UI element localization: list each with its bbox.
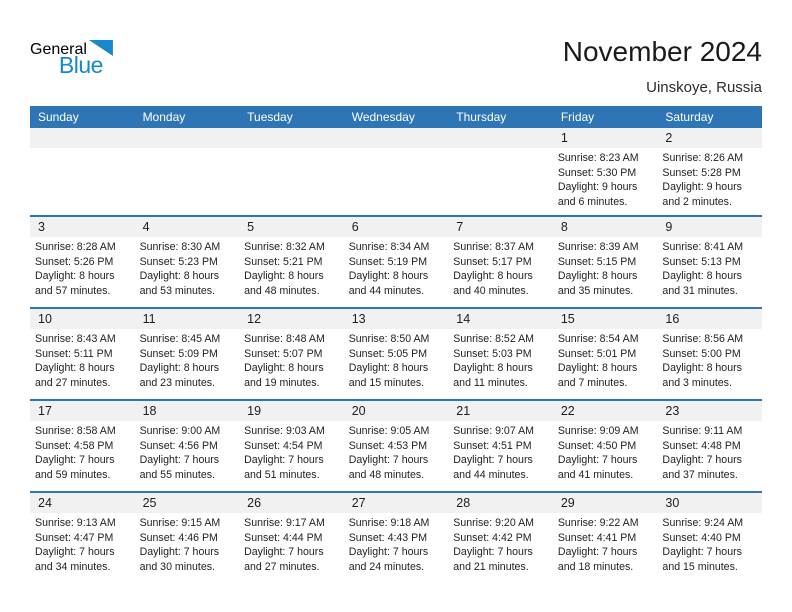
cell-text-line: Daylight: 8 hours <box>139 362 220 374</box>
cell-text-line: Daylight: 7 hours <box>662 454 742 466</box>
day-details <box>135 513 240 574</box>
day-number <box>30 128 135 148</box>
cell-text-line: Sunset: 5:05 PM <box>348 347 428 360</box>
cell-text-line: Sunrise: 9:13 AM <box>35 517 116 529</box>
cell-text-line: Daylight: 8 hours <box>557 362 638 374</box>
cell-text-line: Daylight: 8 hours <box>557 270 638 282</box>
cell-text-line: Sunrise: 8:23 AM <box>557 152 639 164</box>
day-details <box>553 237 658 298</box>
cell-text-line: Sunset: 5:23 PM <box>139 255 218 268</box>
cell-text-line: Daylight: 8 hours <box>244 362 324 374</box>
cell-text-line: Sunrise: 8:48 AM <box>244 333 325 345</box>
weekday-header-row <box>30 106 762 128</box>
cell-text-line: and 41 minutes. <box>557 468 634 481</box>
cell-text-line: and 21 minutes. <box>453 560 529 573</box>
cell-text-line: Sunset: 5:00 PM <box>662 347 741 360</box>
day-cell <box>553 493 658 583</box>
cell-text-line: and 31 minutes. <box>662 284 738 297</box>
cell-text-line: Sunrise: 8:41 AM <box>662 241 744 253</box>
cell-text-line: Daylight: 7 hours <box>453 546 533 558</box>
cell-text-line: Sunrise: 9:11 AM <box>662 425 743 437</box>
day-cell <box>553 401 658 491</box>
cell-text-line: Sunset: 4:44 PM <box>244 531 323 544</box>
cell-text-line: and 11 minutes. <box>453 376 528 389</box>
cell-text-line: and 15 minutes. <box>662 560 738 573</box>
day-cell <box>135 309 240 399</box>
cell-text-line: Sunrise: 8:58 AM <box>35 425 116 437</box>
cell-text-line: and 44 minutes. <box>453 468 529 481</box>
logo-text-general: General <box>30 41 87 58</box>
day-cell <box>344 128 449 215</box>
cell-text-line: Daylight: 7 hours <box>557 546 638 558</box>
cell-text-line: and 30 minutes. <box>139 560 215 573</box>
day-cell <box>135 401 240 491</box>
day-number: 27 <box>344 493 449 513</box>
day-cell <box>135 217 240 307</box>
cell-text-line: Sunrise: 9:03 AM <box>244 425 325 437</box>
day-cell <box>657 309 762 399</box>
cell-text-line: Sunset: 5:09 PM <box>139 347 218 360</box>
cell-text-line: and 6 minutes. <box>557 195 628 208</box>
cell-text-line: Sunrise: 9:20 AM <box>453 517 534 529</box>
logo-text-blue: Blue <box>58 52 103 78</box>
cell-text-line: and 48 minutes. <box>348 468 425 481</box>
weeks-container <box>30 128 762 583</box>
day-details <box>553 421 658 482</box>
cell-text-line: Sunset: 4:53 PM <box>348 439 428 452</box>
cell-text-line: Sunset: 4:46 PM <box>139 531 218 544</box>
day-cell <box>344 217 449 307</box>
cell-text-line: Daylight: 8 hours <box>35 270 115 282</box>
cell-text-line: and 2 minutes. <box>662 195 732 208</box>
day-cell <box>344 401 449 491</box>
cell-text-line: Daylight: 8 hours <box>244 270 324 282</box>
day-details <box>239 329 344 390</box>
day-details <box>135 421 240 482</box>
weekday-header-monday: Monday <box>142 110 186 124</box>
cell-text-line: Sunrise: 8:50 AM <box>348 333 430 345</box>
day-details <box>448 513 553 574</box>
day-number: 19 <box>239 401 344 421</box>
cell-text-line: Sunrise: 9:17 AM <box>244 517 325 529</box>
cell-text-line: Sunrise: 8:43 AM <box>35 333 116 345</box>
day-number <box>135 128 240 148</box>
day-cell <box>239 128 344 215</box>
day-details <box>657 513 762 574</box>
day-number: 2 <box>657 128 762 148</box>
cell-text-line: Daylight: 7 hours <box>244 546 324 558</box>
cell-text-line: Daylight: 9 hours <box>662 181 742 193</box>
weekday-header-friday: Friday <box>560 110 595 124</box>
cell-text-line: Sunset: 5:30 PM <box>557 166 637 179</box>
cell-text-line: Sunset: 4:41 PM <box>557 531 637 544</box>
day-cell <box>553 309 658 399</box>
cell-text-line: Sunset: 4:43 PM <box>348 531 428 544</box>
day-cell <box>657 401 762 491</box>
cell-text-line: Daylight: 7 hours <box>139 546 220 558</box>
cell-text-line: Daylight: 8 hours <box>348 362 429 374</box>
cell-text-line: Daylight: 8 hours <box>453 362 533 374</box>
cell-text-line: Sunset: 4:50 PM <box>557 439 637 452</box>
day-cell <box>448 309 553 399</box>
cell-text-line: Sunset: 5:01 PM <box>557 347 637 360</box>
cell-text-line: Daylight: 8 hours <box>139 270 220 282</box>
day-cell <box>135 493 240 583</box>
day-cell <box>30 128 135 215</box>
day-details <box>135 148 240 151</box>
day-number: 1 <box>553 128 658 148</box>
day-details <box>30 148 135 151</box>
cell-text-line: and 59 minutes. <box>35 468 111 481</box>
cell-text-line: Daylight: 8 hours <box>35 362 115 374</box>
day-details <box>135 237 240 298</box>
cell-text-line: and 18 minutes. <box>557 560 634 573</box>
week-row <box>30 215 762 307</box>
day-cell <box>30 401 135 491</box>
day-number: 17 <box>30 401 135 421</box>
weekday-header-thursday: Thursday <box>456 110 507 124</box>
day-number: 29 <box>553 493 658 513</box>
cell-text-line: Sunrise: 9:24 AM <box>662 517 744 529</box>
day-cell <box>239 309 344 399</box>
day-number: 25 <box>135 493 240 513</box>
day-number: 10 <box>30 309 135 329</box>
cell-text-line: Daylight: 7 hours <box>348 546 429 558</box>
cell-text-line: Sunrise: 9:09 AM <box>557 425 639 437</box>
cell-text-line: and 48 minutes. <box>244 284 320 297</box>
day-cell <box>239 401 344 491</box>
day-cell <box>553 128 658 215</box>
day-number: 23 <box>657 401 762 421</box>
day-details <box>448 329 553 390</box>
day-details <box>344 513 449 574</box>
day-details <box>135 329 240 390</box>
day-cell <box>657 217 762 307</box>
cell-text-line: and 19 minutes. <box>244 376 320 389</box>
cell-text-line: and 53 minutes. <box>139 284 215 297</box>
day-details <box>553 513 658 574</box>
cell-text-line: Sunset: 5:26 PM <box>35 255 114 268</box>
cell-text-line: Sunrise: 8:30 AM <box>139 241 221 253</box>
cell-text-line: Daylight: 9 hours <box>557 181 638 193</box>
cell-text-line: Sunset: 5:15 PM <box>557 255 637 268</box>
day-cell <box>239 493 344 583</box>
cell-text-line: Sunset: 5:28 PM <box>662 166 741 179</box>
cell-text-line: Sunset: 4:54 PM <box>244 439 323 452</box>
cell-text-line: Sunrise: 8:37 AM <box>453 241 534 253</box>
cell-text-line: Sunset: 4:58 PM <box>35 439 114 452</box>
day-number: 9 <box>657 217 762 237</box>
day-details <box>657 148 762 209</box>
week-row <box>30 307 762 399</box>
day-details <box>239 237 344 298</box>
weekday-header-wednesday: Wednesday <box>351 110 415 124</box>
day-details <box>30 513 135 574</box>
cell-text-line: Sunset: 4:47 PM <box>35 531 114 544</box>
cell-text-line: Daylight: 8 hours <box>662 362 742 374</box>
cell-text-line: Sunrise: 8:28 AM <box>35 241 116 253</box>
cell-text-line: Daylight: 7 hours <box>244 454 324 466</box>
day-number: 21 <box>448 401 553 421</box>
cell-text-line: and 23 minutes. <box>139 376 215 389</box>
day-number: 12 <box>239 309 344 329</box>
day-cell <box>135 128 240 215</box>
cell-text-line: and 37 minutes. <box>662 468 738 481</box>
week-row <box>30 399 762 491</box>
day-number <box>448 128 553 148</box>
cell-text-line: Sunrise: 8:32 AM <box>244 241 325 253</box>
cell-text-line: and 15 minutes. <box>348 376 425 389</box>
cell-text-line: Sunrise: 9:00 AM <box>139 425 221 437</box>
week-row <box>30 491 762 583</box>
cell-text-line: Sunrise: 9:07 AM <box>453 425 534 437</box>
day-cell <box>448 128 553 215</box>
page-subtitle: Uinskoye, Russia <box>646 79 762 96</box>
day-cell <box>448 217 553 307</box>
day-details <box>448 148 553 151</box>
weekday-header-saturday: Saturday <box>665 110 714 124</box>
day-cell <box>30 493 135 583</box>
day-number: 15 <box>553 309 658 329</box>
day-cell <box>30 309 135 399</box>
cell-text-line: Daylight: 7 hours <box>557 454 638 466</box>
day-cell <box>344 493 449 583</box>
cell-text-line: Sunrise: 9:15 AM <box>139 517 221 529</box>
day-number: 22 <box>553 401 658 421</box>
day-number: 7 <box>448 217 553 237</box>
day-details <box>657 421 762 482</box>
cell-text-line: Daylight: 7 hours <box>35 546 115 558</box>
day-number: 11 <box>135 309 240 329</box>
cell-text-line: and 27 minutes. <box>35 376 111 389</box>
day-number: 4 <box>135 217 240 237</box>
title-block <box>563 36 762 96</box>
day-number: 30 <box>657 493 762 513</box>
cell-text-line: Daylight: 7 hours <box>35 454 115 466</box>
day-details <box>344 329 449 390</box>
cell-text-line: Sunset: 4:48 PM <box>662 439 741 452</box>
cell-text-line: Sunset: 5:11 PM <box>35 347 113 360</box>
day-cell <box>657 128 762 215</box>
cell-text-line: Sunrise: 8:54 AM <box>557 333 639 345</box>
day-cell <box>657 493 762 583</box>
day-details <box>30 237 135 298</box>
cell-text-line: Daylight: 7 hours <box>453 454 533 466</box>
day-number: 24 <box>30 493 135 513</box>
cell-text-line: and 40 minutes. <box>453 284 529 297</box>
cell-text-line: and 27 minutes. <box>244 560 320 573</box>
cell-text-line: and 35 minutes. <box>557 284 634 297</box>
weekday-header-sunday: Sunday <box>38 110 79 124</box>
cell-text-line: Sunset: 5:03 PM <box>453 347 532 360</box>
cell-text-line: Daylight: 8 hours <box>348 270 429 282</box>
cell-text-line: Daylight: 8 hours <box>662 270 742 282</box>
day-details <box>657 237 762 298</box>
cell-text-line: Sunset: 5:17 PM <box>453 255 532 268</box>
cell-text-line: and 57 minutes. <box>35 284 111 297</box>
cell-text-line: Sunset: 4:51 PM <box>453 439 532 452</box>
day-number: 13 <box>344 309 449 329</box>
cell-text-line: Sunrise: 9:22 AM <box>557 517 639 529</box>
day-number: 6 <box>344 217 449 237</box>
cell-text-line: Sunset: 4:40 PM <box>662 531 741 544</box>
general-blue-logo <box>30 38 113 77</box>
day-details <box>239 421 344 482</box>
day-details <box>553 148 658 209</box>
day-details <box>448 237 553 298</box>
day-cell <box>344 309 449 399</box>
day-number: 28 <box>448 493 553 513</box>
day-number: 8 <box>553 217 658 237</box>
week-row <box>30 128 762 215</box>
cell-text-line: and 44 minutes. <box>348 284 425 297</box>
cell-text-line: Sunset: 4:56 PM <box>139 439 218 452</box>
day-details <box>30 421 135 482</box>
day-details <box>344 421 449 482</box>
day-cell <box>553 217 658 307</box>
cell-text-line: Daylight: 7 hours <box>348 454 429 466</box>
day-number: 14 <box>448 309 553 329</box>
cell-text-line: Sunrise: 9:05 AM <box>348 425 430 437</box>
cell-text-line: Sunrise: 9:18 AM <box>348 517 430 529</box>
cell-text-line: Daylight: 7 hours <box>662 546 742 558</box>
cell-text-line: Daylight: 8 hours <box>453 270 533 282</box>
page-title: November 2024 <box>562 36 762 67</box>
day-number: 20 <box>344 401 449 421</box>
cell-text-line: Sunset: 4:42 PM <box>453 531 532 544</box>
day-cell <box>30 217 135 307</box>
day-number <box>344 128 449 148</box>
cell-text-line: and 55 minutes. <box>139 468 215 481</box>
day-details <box>553 329 658 390</box>
day-number: 16 <box>657 309 762 329</box>
day-cell <box>239 217 344 307</box>
cell-text-line: Sunset: 5:19 PM <box>348 255 428 268</box>
cell-text-line: and 51 minutes. <box>244 468 320 481</box>
cell-text-line: and 3 minutes. <box>662 376 732 389</box>
cell-text-line: Sunrise: 8:52 AM <box>453 333 534 345</box>
cell-text-line: Sunrise: 8:39 AM <box>557 241 639 253</box>
cell-text-line: Sunrise: 8:45 AM <box>139 333 221 345</box>
calendar-grid <box>30 106 762 583</box>
cell-text-line: Sunrise: 8:56 AM <box>662 333 744 345</box>
day-details <box>657 329 762 390</box>
day-number: 18 <box>135 401 240 421</box>
day-details <box>344 237 449 298</box>
cell-text-line: Sunset: 5:13 PM <box>662 255 741 268</box>
weekday-header-tuesday: Tuesday <box>247 110 293 124</box>
day-number: 5 <box>239 217 344 237</box>
day-number: 3 <box>30 217 135 237</box>
day-details <box>448 421 553 482</box>
cell-text-line: Sunrise: 8:34 AM <box>348 241 430 253</box>
cell-text-line: and 24 minutes. <box>348 560 425 573</box>
cell-text-line: Sunset: 5:21 PM <box>244 255 323 268</box>
cell-text-line: Daylight: 7 hours <box>139 454 220 466</box>
day-cell <box>448 401 553 491</box>
day-number <box>239 128 344 148</box>
day-details <box>239 513 344 574</box>
cell-text-line: Sunrise: 8:26 AM <box>662 152 744 164</box>
day-details <box>30 329 135 390</box>
cell-text-line: and 7 minutes. <box>557 376 628 389</box>
cell-text-line: Sunset: 5:07 PM <box>244 347 323 360</box>
day-cell <box>448 493 553 583</box>
day-details <box>239 148 344 151</box>
cell-text-line: and 34 minutes. <box>35 560 111 573</box>
day-number: 26 <box>239 493 344 513</box>
day-details <box>344 148 449 151</box>
